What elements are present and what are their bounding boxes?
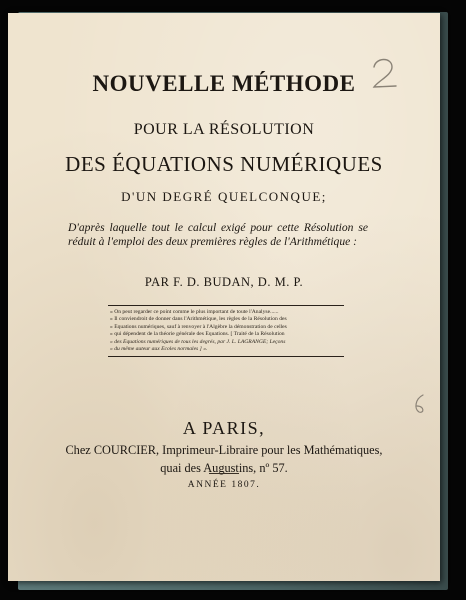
quote-line: » Il conviendroit de donner dans l'Arithmétique, les règles de la Résolution des (110, 316, 287, 323)
title-line-4: D'UN DEGRÉ QUELCONQUE; (121, 189, 327, 204)
quote-line: » des Équations numériques de tous les degrés, par J. L. LAGRANGE; Leçons (110, 338, 286, 345)
quote-line: « On peut regarder ce point comme le plus important de toute l'Analyse...... (110, 309, 279, 315)
imprint-publisher: Chez COURCIER, Imprimeur-Libraire pour les Mathématiques, (65, 443, 383, 457)
imprint-year: ANNÉE 1807. (187, 480, 261, 490)
edge-pencil-mark (412, 393, 428, 415)
quote-line: » qui dépendent de la théorie générale des Équations. [ Traité de la Résolution (110, 331, 285, 338)
quote-line: » du même auteur aux Écoles normales ] ». (110, 346, 208, 353)
quote-line: » Équations numériques, sauf à renvoyer à l'Algèbre la démonstration de celles (110, 323, 287, 330)
title-line-2: POUR LA RÉSOLUTION (133, 121, 315, 138)
pencil-number-mark (368, 53, 402, 93)
imprint-city: A PARIS, (182, 418, 266, 438)
author-line: PAR F. D. BUDAN, D. M. P. (144, 275, 304, 289)
divider-rule (209, 473, 239, 474)
title-line-3: DES ÉQUATIONS NUMÉRIQUES (65, 152, 383, 176)
subtitle: D'après laquelle tout le calcul exigé pour cette Résolution se réduit à l'emploi des deux premières règles de l'Arithmétique : (68, 221, 368, 248)
imprint-address: quai des Augustins, nº 57. (160, 461, 288, 475)
epigraph-quote (108, 305, 344, 357)
book-title: NOUVELLE MÉTHODE (92, 71, 356, 96)
title-page (8, 13, 440, 581)
